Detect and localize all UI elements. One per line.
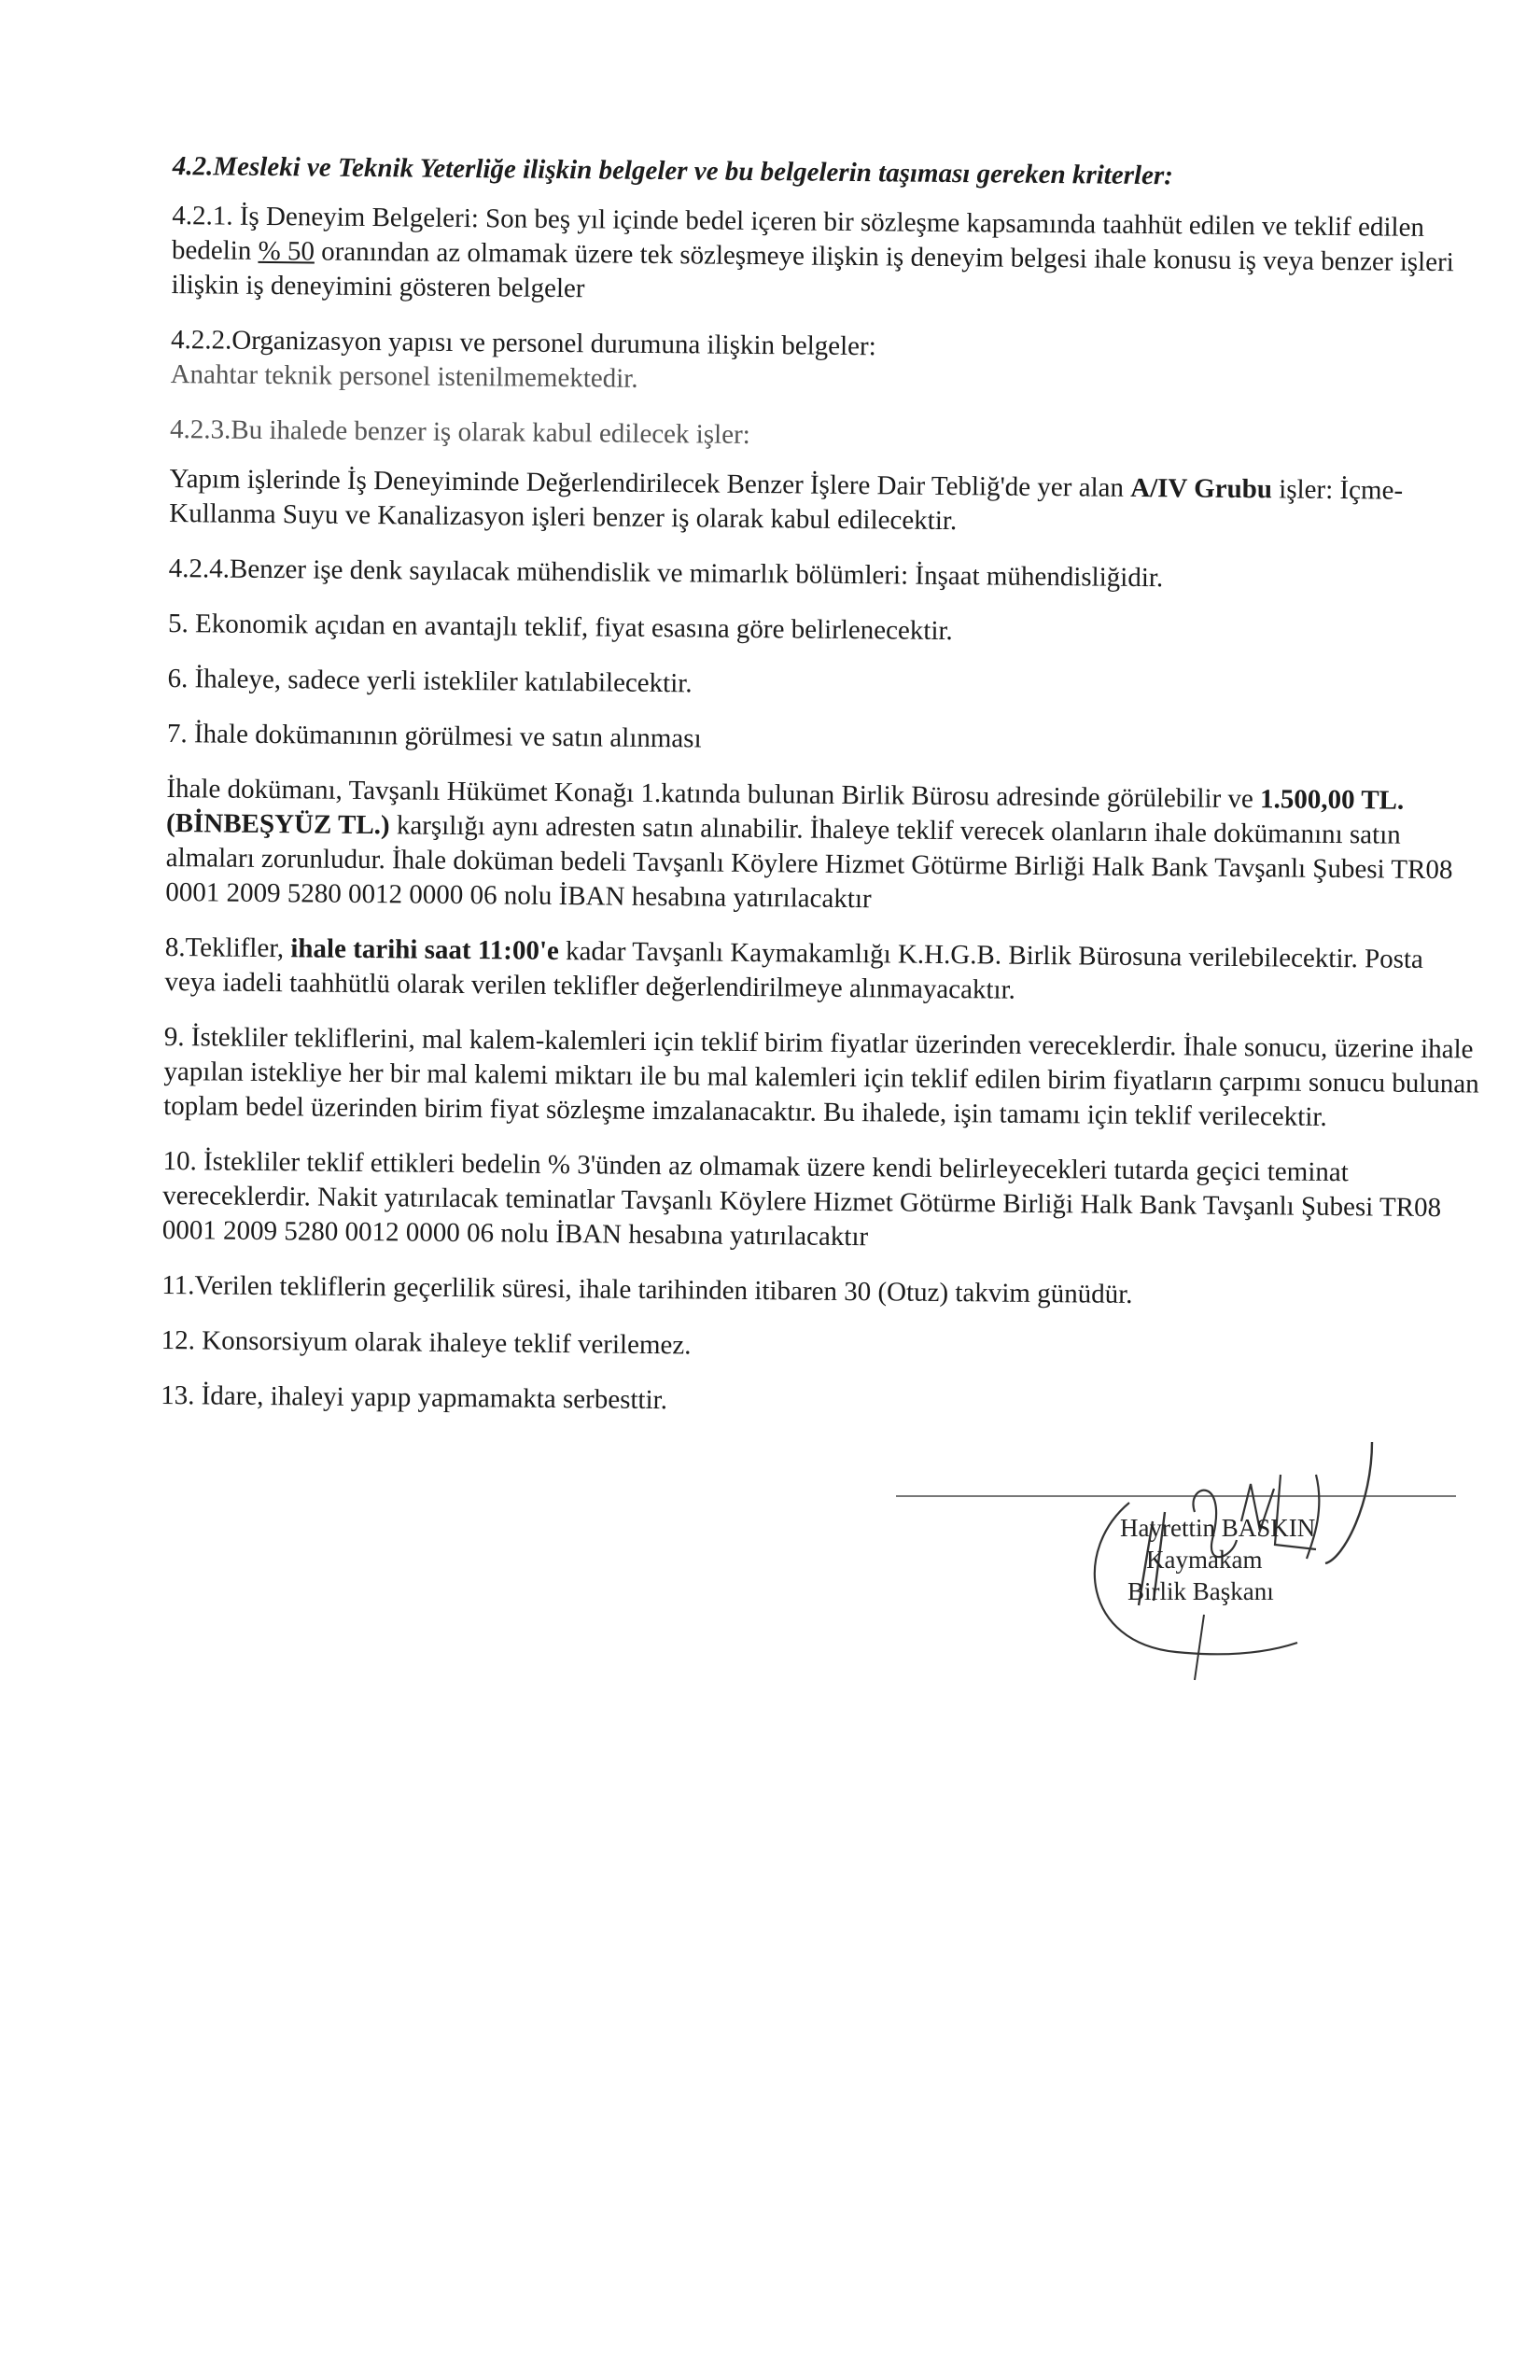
text-item-8-bold: ihale tarihi saat 11:00'e xyxy=(290,933,560,967)
item-5 xyxy=(168,607,1484,654)
paragraph-4-2-2 xyxy=(171,323,1488,405)
text-item-9: 9. İstekliler tekliflerini, mal kalem-kalemleri için teklif birim fiyatlar üzerinden vereceklerdir. İhale sonucu, üzerine ihale yapılan istekliye her bir mal kalemi miktarı ile bu mal kalemleri için teklif edilen birim fiyatların çarpımı sonucu bulunan toplam bedel üzerinden birim fiyat sözleşme imzalanacaktır. Bu ihalede, işin tamamı için teklif verilecektir. xyxy=(163,1021,1479,1132)
text-item-7-b: karşılığı aynı adresten satın alınabilir. İhaleye teklif verecek olanların ihale dokümanını satın almaları zorunludur. İhale doküman bedeli Tavşanlı Köylere Hizmet Götürme Birliği Halk Bank Tavşanlı Şubesi TR08 0001 2009 5280 0012 0000 06 nolu İBAN hesabına yatırılacaktır xyxy=(165,810,1453,915)
signer-title: Kaymakam xyxy=(1146,1546,1263,1574)
text-4-2-1-a: 4.2.1. İş Deneyim Belgeleri: Son beş yıl içinde bedel içeren bir sözleşme kapsamında taahhüt edilen ve teklif edilen bedelin xyxy=(171,200,1425,266)
item-7-body xyxy=(165,772,1482,923)
text-item-7-title: 7. İhale dokümanının görülmesi ve satın alınması xyxy=(166,718,702,754)
text-4-2-3-title: 4.2.3.Bu ihalede benzer iş olarak kabul edilecek işler: xyxy=(169,413,750,450)
text-item-11: 11.Verilen tekliflerin geçerlilik süresi, ihale tarihinden itibaren 30 (Otuz) takvim günüdür. xyxy=(161,1269,1133,1309)
item-8 xyxy=(164,931,1481,1013)
text-item-12: 12. Konsorsiyum olarak ihaleye teklif verilemez. xyxy=(161,1324,692,1361)
item-12 xyxy=(161,1323,1477,1371)
signature-text xyxy=(1120,1512,1315,1607)
text-item-8-a: 8.Teklifler, xyxy=(164,931,291,964)
text-item-5: 5. Ekonomik açıdan en avantajlı teklif, fiyat esasına göre belirlenecektir. xyxy=(167,608,953,647)
text-4-2-3-a: Yapım işlerinde İş Deneyiminde Değerlendirilecek Benzer İşlere Dair Tebliğ'de yer alan xyxy=(169,463,1131,503)
signature-block xyxy=(1064,1372,1400,1708)
text-4-2-2-title: 4.2.2.Organizasyon yapısı ve personel durumuna ilişkin belgeler: xyxy=(170,324,876,362)
item-10 xyxy=(162,1144,1479,1261)
text-item-7-body xyxy=(165,772,1482,923)
item-11 xyxy=(161,1268,1477,1316)
text-4-2-1-b: oranından az olmamak üzere tek sözleşmeye ilişkin iş deneyim belgesi ihale konusu iş veya benzer işleri ilişkin iş deneyimini gösteren belgeler xyxy=(171,236,1454,304)
item-9 xyxy=(163,1020,1480,1137)
item-7-title xyxy=(167,717,1483,764)
section-heading-4-2 xyxy=(173,149,1489,197)
text-4-2-4: 4.2.4.Benzer işe denk sayılacak mühendislik ve mimarlık bölümleri: İnşaat mühendisliğidir. xyxy=(168,553,1164,594)
text-item-8 xyxy=(164,931,1481,1013)
document-body xyxy=(161,149,1489,1446)
paragraph-4-2-1-text xyxy=(171,199,1488,315)
text-item-10: 10. İstekliler teklif ettikleri bedelin % 3'ünden az olmamak üzere kendi belirleyecekleri tutarda geçici teminat vereceklerdir. Nakit yatırılacak teminatlar Tavşanlı Köylere Hizmet Götürme Birliği Halk Bank Tavşanlı Şubesi TR08 0001 2009 5280 0012 0000 06 nolu İBAN hesabına yatırılacaktır xyxy=(161,1145,1442,1253)
text-item-7-a: İhale dokümanı, Tavşanlı Hükümet Konağı 1.katında bulunan Birlik Bürosu adresinde görülebilir ve xyxy=(166,773,1261,815)
text-item-6: 6. İhaleye, sadece yerli istekliler katılabilecektir. xyxy=(167,663,693,699)
paragraph-4-2-3-title xyxy=(170,413,1486,460)
paragraph-4-2-1 xyxy=(171,199,1488,315)
text-item-7-bold: 1.500,00 TL. (BİNBEŞYÜZ TL.) xyxy=(165,784,1405,841)
text-4-2-3-b: işler: İçme-Kullanma Suyu ve Kanalizasyon işleri benzer iş olarak kabul edilecektir. xyxy=(169,474,1404,537)
text-4-2-3-body xyxy=(169,462,1486,544)
item-6 xyxy=(167,662,1483,709)
text-4-2-2-body: Anahtar teknik personel istenilmemektedir. xyxy=(170,358,638,394)
text-4-2-3-bold: A/IV Grubu xyxy=(1130,472,1273,505)
heading-text: 4.2.Mesleki ve Teknik Yeterliğe ilişkin belgeler ve bu belgelerin taşıması gereken kriterler: xyxy=(172,150,1174,191)
text-item-8-b: kadar Tavşanlı Kaymakamlığı K.H.G.B. Birlik Bürosuna verilebilecektir. Posta veya iadeli taahhütlü olarak verilen teklifler değerlendirilmeye alınmayacaktır. xyxy=(164,936,1424,1005)
signer-name: Hayrettin BASKIN xyxy=(1120,1514,1316,1542)
paragraph-4-2-3-body xyxy=(169,462,1486,544)
text-4-2-1-percent: % 50 xyxy=(258,235,315,267)
paragraph-4-2-4 xyxy=(169,552,1485,599)
text-item-13: 13. İdare, ihaleyi yapıp yapmamakta serbesttir. xyxy=(161,1379,668,1416)
signer-role: Birlik Başkanı xyxy=(1127,1577,1274,1605)
